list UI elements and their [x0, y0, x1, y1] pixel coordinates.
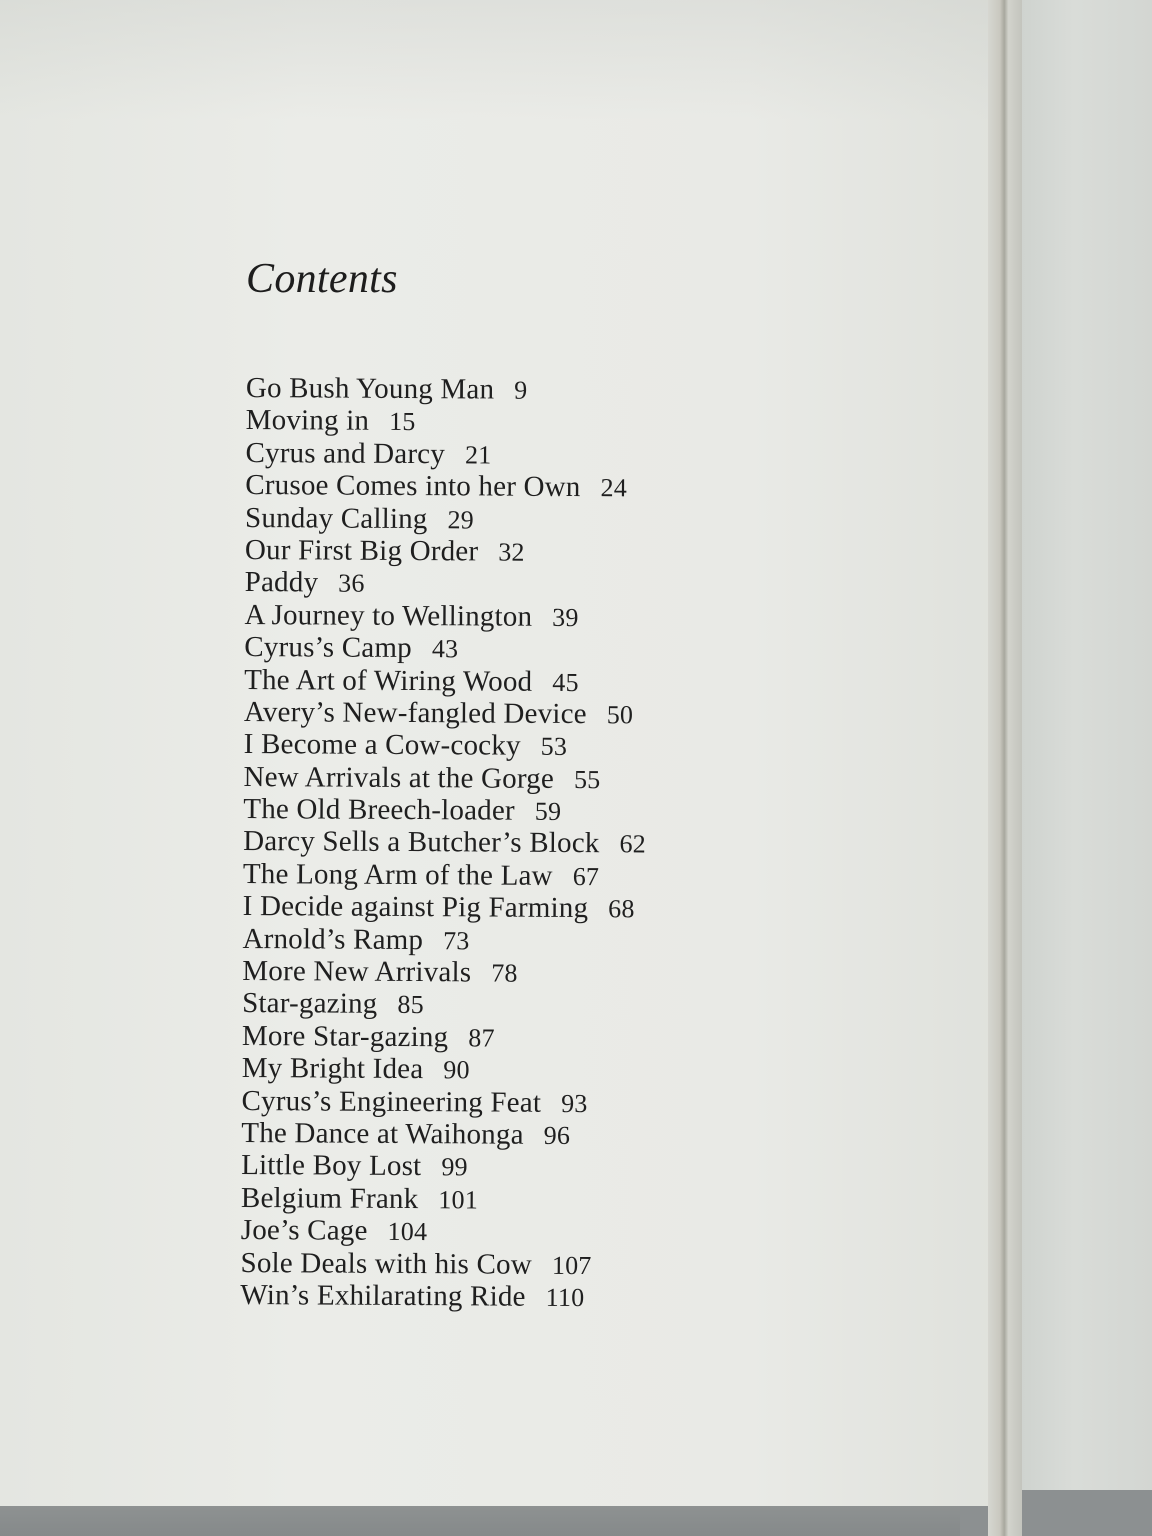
toc-entry: [242, 955, 645, 990]
toc-entry-title: I Decide against Pig Farming: [242, 890, 589, 925]
toc-entry: [244, 599, 647, 634]
toc-entry-page-number: 107: [551, 1250, 592, 1280]
toc-entry-title: New Arrivals at the Gorge: [243, 760, 555, 795]
toc-entry: [243, 825, 646, 860]
page-gutter: [988, 0, 1022, 1536]
toc-entry-page-number: 62: [619, 829, 647, 859]
toc-entry-title: Our First Big Order: [244, 533, 479, 568]
toc-entry-title: The Dance at Waihonga: [241, 1116, 524, 1151]
toc-entry-page-number: 99: [441, 1152, 468, 1182]
toc-entry-page-number: 32: [498, 537, 525, 567]
toc-entry: [243, 761, 646, 796]
toc-entry-title: Go Bush Young Man: [245, 372, 495, 406]
toc-entry-page-number: 85: [397, 990, 424, 1020]
toc-entry-page-number: 90: [443, 1055, 470, 1085]
toc-entry-title: Darcy Sells a Butcher’s Block: [243, 825, 600, 860]
toc-entry: [241, 1117, 644, 1152]
toc-entry: [242, 1052, 645, 1087]
toc-entry-page-number: 43: [431, 634, 459, 664]
toc-entry-title: Belgium Frank: [240, 1181, 419, 1215]
toc-entry-page-number: 93: [561, 1088, 588, 1118]
toc-entry: [241, 1214, 644, 1249]
toc-entry: [241, 1085, 644, 1120]
toc-entry: [243, 858, 646, 893]
toc-entry: [244, 631, 647, 666]
toc-entry-page-number: 36: [338, 568, 365, 599]
toc-entry-page-number: 101: [438, 1184, 479, 1215]
toc-entry: [245, 469, 648, 504]
toc-entry-title: Crusoe Comes into her Own: [245, 469, 581, 504]
toc-entry-page-number: 110: [545, 1282, 585, 1313]
toc-entry-title: Little Boy Lost: [241, 1149, 422, 1183]
facing-page: [1022, 0, 1152, 1536]
toc-entry-page-number: 87: [468, 1023, 495, 1053]
toc-entry: [245, 566, 648, 601]
toc-entry-page-number: 39: [552, 602, 579, 632]
toc-entry-title: Arnold’s Ramp: [242, 922, 424, 956]
toc-entry-title: More New Arrivals: [242, 955, 472, 989]
toc-entry: [241, 1149, 644, 1184]
toc-entry-page-number: 96: [543, 1120, 571, 1150]
toc-entry-page-number: 45: [552, 667, 579, 697]
toc-entry-title: I Become a Cow-cocky: [243, 728, 521, 762]
toc-entry: [244, 696, 647, 731]
toc-entry-page-number: 29: [447, 504, 475, 534]
toc-entry: [242, 987, 645, 1022]
toc-entry: [245, 534, 648, 569]
toc-entry-page-number: 73: [443, 925, 470, 956]
toc-entry: [242, 1020, 645, 1055]
toc-entry-title: Cyrus and Darcy: [245, 436, 446, 470]
toc-entry: [245, 437, 648, 472]
toc-entry-title: Sunday Calling: [245, 501, 428, 535]
toc-entry-page-number: 53: [540, 732, 568, 762]
toc-entry: [241, 1182, 644, 1217]
toc-entry: [246, 404, 649, 439]
toc-entry: [243, 793, 646, 828]
toc-entry: [242, 923, 645, 958]
toc-entry-title: Avery’s New-fangled Device: [243, 695, 587, 730]
toc-entry-page-number: 104: [387, 1217, 428, 1247]
toc-entry-title: Cyrus’s Camp: [244, 631, 412, 665]
toc-entry-title: A Journey to Wellington: [244, 598, 533, 633]
toc-entry-title: Win’s Exhilarating Ride: [240, 1278, 526, 1313]
toc-entry-title: Cyrus’s Engineering Feat: [241, 1084, 542, 1119]
toc-entry: [244, 664, 647, 699]
toc-entry-page-number: 67: [572, 861, 600, 892]
toc-entry-page-number: 9: [514, 375, 528, 405]
toc-entry-title: Star-gazing: [242, 987, 378, 1021]
table-of-contents: [240, 372, 649, 1314]
toc-entry-title: Joe’s Cage: [240, 1214, 368, 1247]
toc-entry: [245, 502, 648, 537]
toc-entry-page-number: 15: [389, 407, 416, 437]
toc-entry-title: The Art of Wiring Wood: [244, 663, 533, 698]
toc-entry: [246, 372, 649, 407]
toc-entry-title: Moving in: [245, 404, 370, 438]
toc-entry-page-number: 59: [534, 796, 562, 827]
toc-entry-page-number: 50: [606, 700, 634, 730]
toc-entry: [243, 890, 646, 925]
toc-entry-title: The Long Arm of the Law: [242, 857, 553, 892]
toc-entry-page-number: 24: [600, 473, 628, 503]
toc-entry-title: More Star-gazing: [241, 1019, 449, 1054]
contents-heading: Contents: [246, 256, 398, 302]
toc-entry-page-number: 55: [573, 764, 601, 794]
toc-entry-title: My Bright Idea: [241, 1052, 424, 1086]
toc-entry: [240, 1247, 643, 1282]
toc-entry: [240, 1279, 643, 1314]
toc-entry-title: Paddy: [244, 566, 319, 599]
toc-entry-page-number: 21: [464, 440, 492, 470]
toc-entry: [244, 728, 647, 763]
toc-entry-page-number: 68: [608, 894, 635, 924]
toc-entry-title: Sole Deals with his Cow: [240, 1246, 533, 1281]
toc-entry-page-number: 78: [491, 958, 518, 988]
toc-entry-title: The Old Breech-loader: [243, 793, 515, 827]
